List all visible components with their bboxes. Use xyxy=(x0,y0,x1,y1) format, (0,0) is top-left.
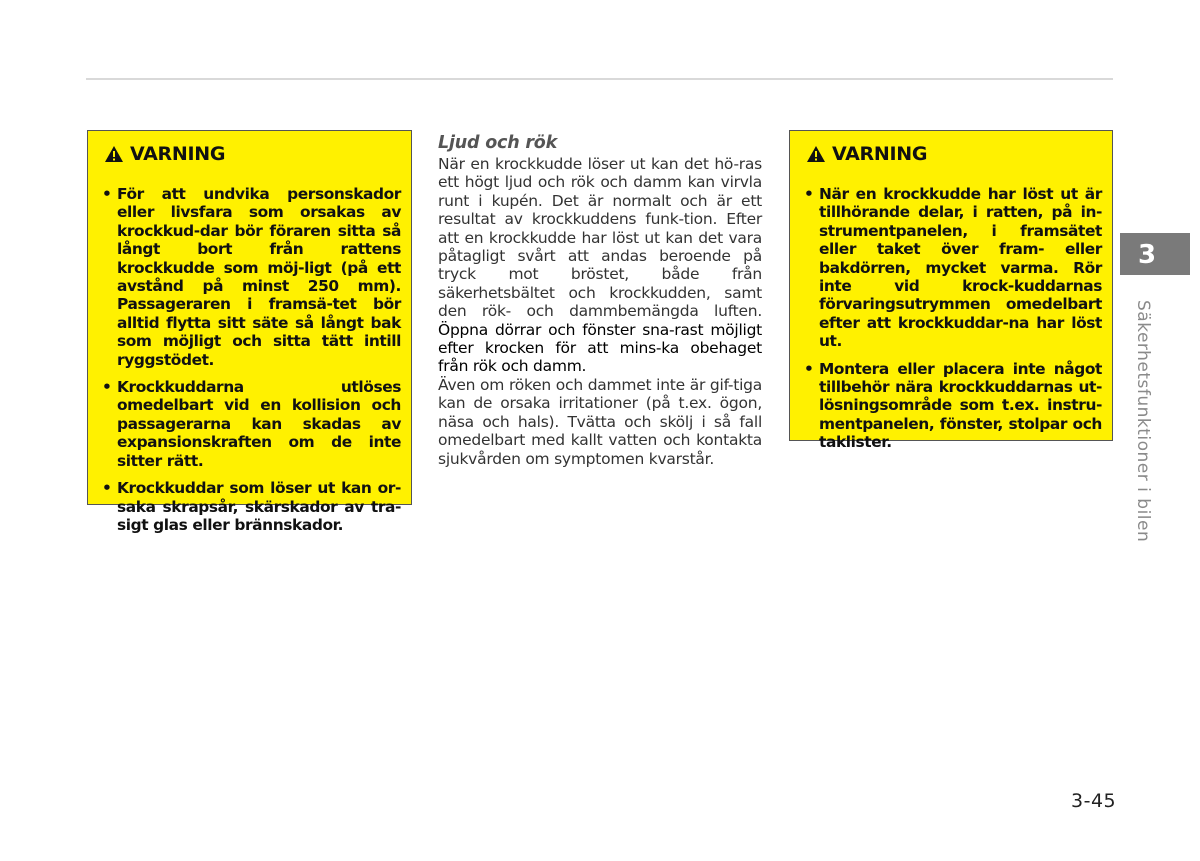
warning-heading-label: VARNING xyxy=(832,143,928,165)
section-heading: Ljud och rök xyxy=(438,133,558,153)
warning-heading-label: VARNING xyxy=(130,143,226,165)
warning-heading xyxy=(806,143,1102,165)
warning-item: • Krockkuddar som löser ut kan or-saka skrapsår, skärskador av tra-sigt glas eller brännskador. xyxy=(100,479,401,534)
warning-list xyxy=(802,185,1102,452)
warning-item: • Montera eller placera inte något tillbehör nära krockkuddarnas ut-lösningsområde som t.ex. instru-mentpanelen, fönster, stolpar och taklister. xyxy=(802,360,1102,452)
warning-triangle-icon xyxy=(806,145,826,163)
paragraph-text: När en krockkudde löser ut kan det hö-ras ett högt ljud och rök och damm kan virvla runt i kupén. Det är normalt och är ett resultat av krockkuddens funk-tion. Efter att en krockkudde har löst ut kan det vara påtagligt svårt att andas beroende på tryck mot bröstet, både från säkerhetsbältet och krockkudden, samt den rök- och dammbemängda luften. xyxy=(438,155,762,321)
warning-heading xyxy=(104,143,401,165)
page-number: 3-45 xyxy=(1071,790,1117,812)
paragraph-emphasis: Öppna dörrar och fönster sna-rast möjligt efter krocken för att mins-ka obehaget från rök och damm. xyxy=(438,320,762,376)
content-column xyxy=(438,133,762,468)
warning-item: • För att undvika personskador eller livsfara som orsakas av krockkud-dar bör föraren sitta så långt bort från rattens krockkudde som möj-ligt (på ett avstånd på minst 250 mm). Passageraren i framsä-tet bör alltid flytta sitt säte så långt bak som möjligt och sitta tätt intill ryggstödet. xyxy=(100,185,401,369)
chapter-tab: 3 xyxy=(1120,233,1190,275)
warning-box-right xyxy=(789,130,1113,452)
chapter-title: Säkerhetsfunktioner i bilen xyxy=(1133,300,1153,543)
warning-box-left xyxy=(87,130,412,534)
paragraph: Även om röken och dammet inte är gif-tiga kan de orsaka irritationer (på t.ex. ögon, näsa och hals). Tvätta och skölj i så fall omedelbart med kallt vatten och kontakta sjukvården om symptomen kvarstår. xyxy=(438,375,762,468)
warning-item: • När en krockkudde har löst ut är tillhörande delar, i ratten, på in-strumentpanelen, i framsätet eller taket över fram- eller bakdörren, mycket varma. Rör inte vid krock-kuddarnas förvaringsutrymmen omedelbart efter att krockkuddar-na har löst ut. xyxy=(802,185,1102,351)
warning-item: • Krockkuddarna utlöses omedelbart vid en kollision och passagerarna kan skadas av expansionskraften om de inte sitter rätt. xyxy=(100,378,401,470)
warning-triangle-icon xyxy=(104,145,124,163)
paragraph xyxy=(438,155,762,376)
warning-list xyxy=(100,185,401,534)
top-divider xyxy=(86,78,1113,80)
